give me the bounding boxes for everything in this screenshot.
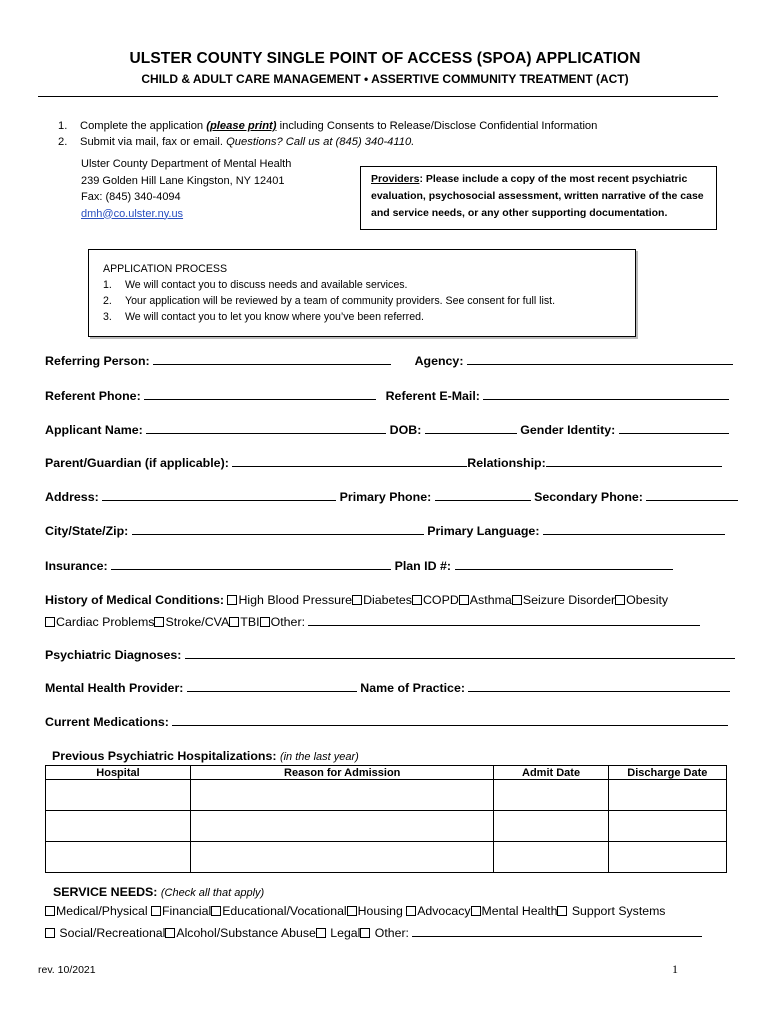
relationship-label: Relationship: bbox=[467, 456, 546, 470]
applicant-name-label: Applicant Name: bbox=[45, 423, 143, 437]
checkbox-diabetes[interactable] bbox=[352, 595, 362, 605]
checkbox-housing[interactable] bbox=[347, 906, 357, 916]
secondary-phone-field[interactable] bbox=[646, 488, 738, 501]
instruction-item-1: 1. Complete the application (please print) including Consents to Release/Disclose Confidential Information bbox=[58, 120, 598, 132]
process-step: 1. We will contact you to discuss needs and available services. bbox=[103, 279, 408, 291]
gender-identity-label: Gender Identity: bbox=[520, 423, 616, 437]
parent-guardian-label: Parent/Guardian (if applicable): bbox=[45, 456, 229, 470]
practice-name-label: Name of Practice: bbox=[360, 681, 465, 695]
agency-label: Agency: bbox=[414, 354, 464, 368]
checkbox-educational-vocational[interactable] bbox=[211, 906, 221, 916]
parent-guardian-field[interactable] bbox=[232, 454, 467, 467]
checkbox-seizure-disorder[interactable] bbox=[512, 595, 522, 605]
primary-phone-label: Primary Phone: bbox=[339, 490, 432, 504]
application-process-box bbox=[88, 249, 636, 337]
referent-email-label: Referent E-Mail: bbox=[385, 389, 480, 403]
checkbox-medical-physical[interactable] bbox=[45, 906, 55, 916]
checkbox-advocacy[interactable] bbox=[406, 906, 416, 916]
col-admit-date: Admit Date bbox=[494, 766, 608, 780]
service-needs-heading: SERVICE NEEDS: (Check all that apply) bbox=[53, 885, 265, 899]
primary-language-label: Primary Language: bbox=[427, 524, 540, 538]
revision-date: rev. 10/2021 bbox=[38, 964, 96, 976]
row-diagnoses bbox=[45, 646, 735, 662]
city-state-zip-field[interactable] bbox=[132, 522, 424, 535]
relationship-field[interactable] bbox=[546, 454, 722, 467]
row-medications bbox=[45, 713, 728, 729]
checkbox-financial[interactable] bbox=[151, 906, 161, 916]
form-title: ULSTER COUNTY SINGLE POINT OF ACCESS (SPOA) APPLICATION bbox=[129, 50, 641, 67]
plan-id-field[interactable] bbox=[455, 557, 673, 570]
address-line-1: Ulster County Department of Mental Health bbox=[81, 158, 292, 170]
checkbox-alcohol-substance-abuse[interactable] bbox=[165, 928, 175, 938]
psychiatric-diagnoses-label: Psychiatric Diagnoses: bbox=[45, 648, 182, 662]
col-reason: Reason for Admission bbox=[190, 766, 494, 780]
service-needs-row-1: Medical/Physical Financial Educational/Vocational Housing Advocacy Mental Health Support Systems bbox=[45, 904, 665, 918]
table-header-row bbox=[46, 766, 727, 780]
row-insurance bbox=[45, 557, 673, 573]
checkbox-asthma[interactable] bbox=[459, 595, 469, 605]
row-city bbox=[45, 522, 725, 538]
secondary-phone-label: Secondary Phone: bbox=[534, 490, 643, 504]
process-step: 3. We will contact you to let you know where you’ve been referred. bbox=[103, 311, 424, 323]
row-guardian bbox=[45, 454, 722, 470]
checkbox-obesity[interactable] bbox=[615, 595, 625, 605]
fax-number: Fax: (845) 340-4094 bbox=[81, 191, 181, 203]
service-needs-row-2: Social/Recreational Alcohol/Substance Abuse Legal Other: bbox=[45, 924, 702, 940]
instruction-item-2: 2. Submit via mail, fax or email. Questions? Call us at (845) 340-4110. bbox=[58, 136, 415, 148]
address-line-2: 239 Golden Hill Lane Kingston, NY 12401 bbox=[81, 174, 285, 187]
col-hospital: Hospital bbox=[46, 766, 191, 780]
primary-language-field[interactable] bbox=[543, 522, 725, 535]
checkbox-high-blood-pressure[interactable] bbox=[227, 595, 237, 605]
table-row bbox=[46, 780, 727, 811]
applicant-name-field[interactable] bbox=[146, 421, 386, 434]
city-state-zip-label: City/State/Zip: bbox=[45, 524, 129, 538]
hospitalizations-heading: Previous Psychiatric Hospitalizations: (in the last year) bbox=[52, 749, 359, 763]
checkbox-legal[interactable] bbox=[316, 928, 326, 938]
row-address bbox=[45, 488, 738, 504]
table-row bbox=[46, 811, 727, 842]
referent-email-field[interactable] bbox=[483, 387, 729, 400]
insurance-field[interactable] bbox=[111, 557, 391, 570]
address-label: Address: bbox=[45, 490, 99, 504]
providers-note-box bbox=[360, 166, 717, 230]
checkbox-support-systems[interactable] bbox=[557, 906, 567, 916]
other-condition-field[interactable] bbox=[308, 613, 700, 626]
practice-name-field[interactable] bbox=[468, 679, 730, 692]
col-discharge-date: Discharge Date bbox=[608, 766, 726, 780]
row-referring bbox=[45, 352, 733, 368]
checkbox-mental-health[interactable] bbox=[471, 906, 481, 916]
email-link[interactable]: dmh@co.ulster.ny.us bbox=[81, 207, 184, 220]
referring-person-field[interactable] bbox=[153, 352, 391, 365]
checkbox-stroke-cva[interactable] bbox=[154, 617, 164, 627]
checkbox-other-condition[interactable] bbox=[260, 617, 270, 627]
checkbox-social-recreational[interactable] bbox=[45, 928, 55, 938]
mailing-address bbox=[81, 156, 291, 222]
process-step: 2. Your application will be reviewed by a team of community providers. See consent for full list. bbox=[103, 295, 556, 307]
hospitalizations-table bbox=[45, 765, 727, 873]
checkbox-cardiac-problems[interactable] bbox=[45, 617, 55, 627]
referring-person-label: Referring Person: bbox=[45, 354, 150, 368]
form-subtitle: CHILD & ADULT CARE MANAGEMENT • ASSERTIVE COMMUNITY TREATMENT (ACT) bbox=[141, 72, 629, 86]
header-divider bbox=[38, 96, 718, 97]
gender-identity-field[interactable] bbox=[619, 421, 729, 434]
mental-health-provider-field[interactable] bbox=[187, 679, 357, 692]
row-applicant bbox=[45, 421, 729, 437]
table-row bbox=[46, 842, 727, 873]
history-medical-label: History of Medical Conditions: bbox=[45, 593, 224, 607]
referent-phone-label: Referent Phone: bbox=[45, 389, 141, 403]
dob-label: DOB: bbox=[389, 423, 422, 437]
row-provider bbox=[45, 679, 730, 695]
current-medications-field[interactable] bbox=[172, 713, 728, 726]
row-referent bbox=[45, 387, 729, 403]
checkbox-copd[interactable] bbox=[412, 595, 422, 605]
primary-phone-field[interactable] bbox=[435, 488, 531, 501]
providers-label: Providers bbox=[371, 173, 420, 185]
providers-note-text: : Please include a copy of the most recent psychiatric evaluation, psychosocial assessment, written narrative of the case and service needs, or any other supporting documentation. bbox=[371, 173, 704, 219]
other-service-field[interactable] bbox=[412, 924, 702, 937]
medical-conditions-row-2: Cardiac Problems Stroke/CVA TBI Other: bbox=[45, 613, 700, 629]
address-field[interactable] bbox=[102, 488, 336, 501]
page-number: 1 bbox=[672, 962, 678, 976]
referent-phone-field[interactable] bbox=[144, 387, 376, 400]
plan-id-label: Plan ID #: bbox=[394, 559, 452, 573]
checkbox-other-service[interactable] bbox=[360, 928, 370, 938]
medical-conditions-row-1: History of Medical Conditions: High Blood Pressure Diabetes COPD Asthma Seizure Disorder Obesity bbox=[45, 593, 669, 607]
psychiatric-diagnoses-field[interactable] bbox=[185, 646, 735, 659]
agency-field[interactable] bbox=[467, 352, 733, 365]
current-medications-label: Current Medications: bbox=[45, 715, 169, 729]
process-heading: APPLICATION PROCESS bbox=[103, 263, 228, 275]
dob-field[interactable] bbox=[425, 421, 517, 434]
checkbox-tbi[interactable] bbox=[229, 617, 239, 627]
insurance-label: Insurance: bbox=[45, 559, 108, 573]
mental-health-provider-label: Mental Health Provider: bbox=[45, 681, 184, 695]
